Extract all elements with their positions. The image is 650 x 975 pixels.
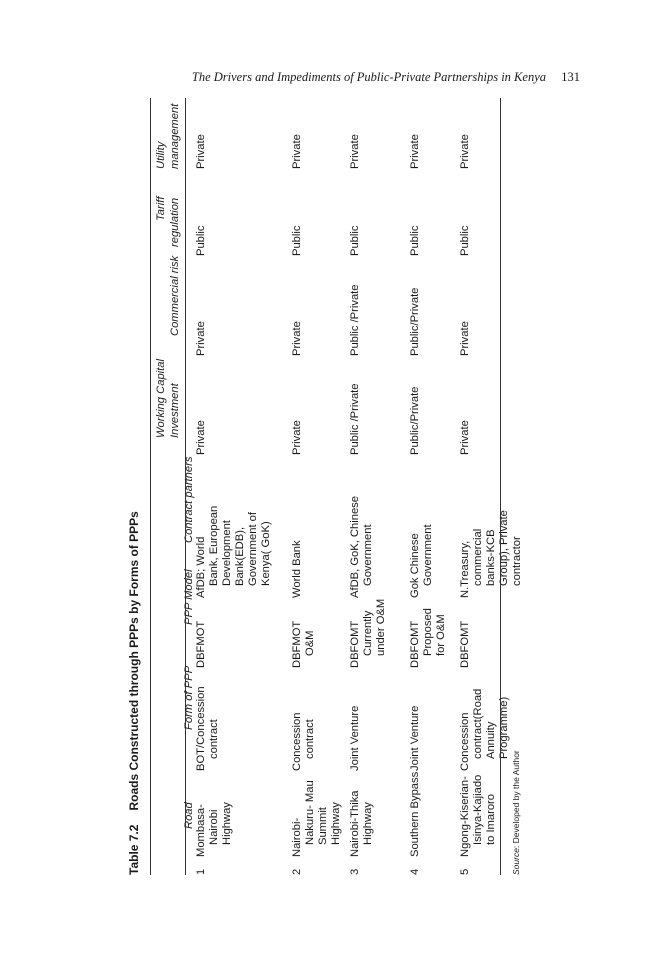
header-working-capital: Working Capital [155,359,167,438]
row-number [409,869,422,875]
header-form-of-ppp: Form of PPP [183,665,195,730]
cell-working-capital [459,420,472,455]
cell-line: Private [291,321,303,356]
cell-line: Joint Venture [349,705,361,771]
cell-line: Mombasa- [195,804,207,857]
cell-line: Private [195,321,207,356]
cell-ppp-model [459,621,472,668]
cell-form-of-ppp [459,689,511,771]
cell-form-of-ppp [409,706,422,771]
header-commercial-risk: Commercial risk [169,255,181,336]
cell-line: Proposed [422,608,434,656]
header-tariff: Tariff [155,196,167,221]
cell-tariff-regulation [349,226,362,256]
cell-contract-partners [409,524,435,598]
table-caption [128,511,141,875]
table-source [510,750,523,875]
cell-road [459,775,498,857]
cell-utility-management [459,134,472,169]
cell-utility-management [409,134,422,169]
header-investment: Investment [169,383,181,438]
cell-line: N.Treasury, [459,540,471,598]
cell-line: Private [291,420,303,455]
cell-line: contractor [511,536,523,586]
cell-commercial-risk [195,321,208,356]
cell-road [291,780,343,857]
cell-line: DBFMOT [291,620,303,668]
row-number [349,869,362,875]
table-bottom-rule [500,98,501,875]
table-top-rule [150,98,151,875]
cell-commercial-risk [291,321,304,356]
header-ppp-model: PPP Model [183,569,195,625]
cell-line: Development [221,520,233,586]
cell-road [349,790,375,857]
cell-line: 3 [349,868,361,875]
cell-line: Private [195,134,207,169]
cell-line: Private [291,134,303,169]
cell-line: contract [208,719,220,759]
header-contract-partners: Contract partners [183,456,195,543]
cell-line: BOT/Concession [195,686,207,771]
cell-contract-partners [291,540,304,598]
cell-line: O&M [304,630,316,656]
cell-form-of-ppp [349,706,362,771]
rotated-table-block [128,85,523,875]
cell-line: Private [409,134,421,169]
cell-line: Public /Private [349,284,361,356]
table-caption-title: Roads Constructed through PPPs by Forms of PPPs [127,511,141,811]
cell-line: Private [459,420,471,455]
cell-line: Private [349,134,361,169]
cell-working-capital [409,387,422,455]
cell-line: contract [304,719,316,759]
cell-line: under O&M [375,598,387,656]
cell-line: Nairobi- [291,817,303,857]
cell-line: 2 [291,868,303,875]
cell-form-of-ppp [291,713,317,771]
cell-working-capital [349,383,362,455]
cell-line: Public [349,225,361,256]
cell-ppp-model [291,621,317,668]
cell-line: 1 [195,868,207,875]
cell-line: World Bank [291,540,303,598]
cell-line: Public/Private [409,386,421,455]
page-number: 131 [561,70,580,84]
row-number [459,869,472,875]
cell-line: Private [459,321,471,356]
table-header-rule [185,98,186,875]
cell-line: Nairobi [208,809,220,845]
cell-form-of-ppp [195,686,221,771]
table-caption-number: Table 7.2 [127,824,141,875]
cell-line: Private [459,134,471,169]
cell-contract-partners [349,496,375,598]
cell-contract-partners [459,510,524,598]
cell-line: Public [195,225,207,256]
cell-line: Joint Venture [409,705,421,771]
cell-line: DBFMOT [195,620,207,668]
cell-line: Concession [459,712,471,771]
cell-line: DBFOMT [459,620,471,668]
cell-line: Bank(EDB), [234,526,246,586]
cell-utility-management [195,134,208,169]
cell-line: Public [409,225,421,256]
header-utility: Utility [155,141,167,169]
cell-ppp-model [409,608,448,668]
cell-road [195,802,234,857]
cell-tariff-regulation [459,226,472,256]
cell-working-capital [195,420,208,455]
cell-line: Government [422,524,434,586]
source-text: : Developed by the Author [511,750,521,849]
cell-line: contract(Road [472,688,484,759]
cell-line: Nairobi-Thika [349,790,361,857]
cell-line: Public/Private [409,287,421,356]
cell-line: Currently [362,610,374,656]
cell-contract-partners [195,506,273,598]
cell-ppp-model [195,621,208,668]
cell-line: DBFOMT [409,620,421,668]
cell-line: Gok Chinese [409,533,421,598]
cell-line: Summit [317,807,329,845]
cell-line: DBFOMT [349,620,361,668]
cell-tariff-regulation [409,226,422,256]
running-head-title: The Drivers and Impediments of Public-Private Partnerships in Kenya [191,70,546,84]
cell-ppp-model [349,599,388,668]
header-regulation: regulation [169,197,181,247]
cell-line: banks-KCB [485,529,497,586]
cell-line: Nakuru- Mau [304,780,316,845]
source-label: Source [511,848,521,875]
cell-line: Private [195,420,207,455]
row-number [291,869,304,875]
cell-line: Ngong-Kiserian- [459,776,471,857]
cell-line: Highway [362,802,374,845]
cell-line: Kenya( GoK) [260,521,272,586]
cell-utility-management [349,134,362,169]
cell-line: Concession [291,712,303,771]
cell-utility-management [291,134,304,169]
cell-line: commercial [472,528,484,586]
header-road: Road [183,802,195,829]
cell-line: Isinya-Kajiado [472,774,484,845]
cell-line: 5 [459,868,471,875]
cell-line: Southern Bypass [409,771,421,857]
cell-line: AfDB; World [195,536,207,598]
cell-commercial-risk [409,288,422,356]
cell-line: Public /Private [349,383,361,455]
cell-line: Public [291,225,303,256]
cell-line: Highway [330,802,342,845]
cell-line: AfDB, GoK, Chinese [349,496,361,598]
cell-tariff-regulation [195,226,208,256]
cell-line: Programme) [498,696,510,759]
cell-line: 4 [409,868,421,875]
cell-line: Government [362,524,374,586]
header-management: management [169,103,181,169]
cell-working-capital [291,420,304,455]
cell-line: Public [459,225,471,256]
cell-line: Group), Private [498,510,510,586]
cell-line: Highway [221,802,233,845]
cell-line: Annuity [485,721,497,759]
cell-line: for O&M [435,614,447,656]
cell-road [409,772,422,857]
cell-line: Government of [247,512,259,586]
cell-line: to Imaroro [485,794,497,845]
row-number [195,869,208,875]
cell-commercial-risk [349,284,362,356]
cell-tariff-regulation [291,226,304,256]
cell-commercial-risk [459,321,472,356]
cell-line: Bank, European [208,505,220,586]
